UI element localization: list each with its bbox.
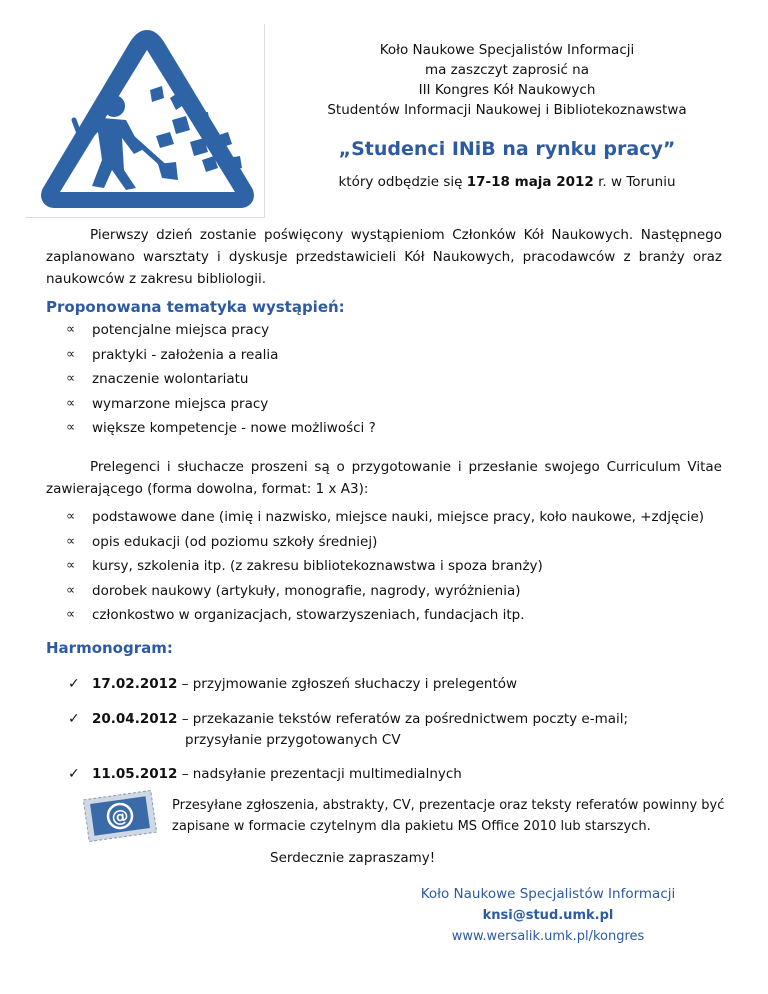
schedule-heading: Harmonogram: [46,639,173,657]
list-item: ∝ dorobek naukowy (artykuły, monografie, nagrody, wyróżnienia) [66,579,746,604]
proportional-bullet-icon: ∝ [66,607,76,622]
congress-name: III Kongres Kół Naukowych [418,82,596,98]
checkmark-icon: ✓ [68,766,80,782]
cv-requirements-list [66,505,746,628]
list-item: ∝ większe kompetencje - nowe możliwości ? [66,416,666,441]
invitation-line: ma zaszczyt zaprosić na [424,62,590,78]
proportional-bullet-icon: ∝ [66,371,76,386]
proportional-bullet-icon: ∝ [66,322,76,337]
topics-heading: Proponowana tematyka wystąpień: [46,298,345,316]
cv-intro-paragraph: Prelegenci i słuchacze proszeni są o przygotowanie i przesłanie swojego Curriculum Vitae zawierającego (forma dowolna, format: 1 x A3): [46,459,722,497]
proportional-bullet-icon: ∝ [66,346,76,362]
list-item: ∝ wymarzone miejsca pracy [66,392,666,417]
signature-block [360,884,736,947]
topics-list [66,318,666,441]
email-stamp-icon [78,787,162,845]
signature-org: Koło Naukowe Specjalistów Informacji [420,886,676,902]
contact-email-link[interactable]: knsi@stud.umk.pl [482,908,614,923]
proportional-bullet-icon: ∝ [66,582,76,598]
intro-paragraph: Pierwszy dzień zostanie poświęcony wystąpieniom Członków Kół Naukowych. Następnego zaplanowano warsztaty i dyskusje przedstawicieli Kół Naukowych, pracodawców z branży oraz naukowców z zakresu bibliologii. [46,227,722,287]
warning-sign-logo-icon [30,20,265,218]
list-item: ∝ potencjalne miejsca pracy [66,318,666,343]
schedule-item: ✓ 11.05.2012 – nadsyłanie prezentacji multimedialnych [68,764,748,785]
proportional-bullet-icon: ∝ [66,395,76,411]
list-item: ∝ kursy, szkolenia itp. (z zakresu bibliotekoznawstwa i spoza branży) [66,554,746,579]
schedule-date: 20.04.2012 [92,711,178,727]
event-title: „Studenci INiB na rynku pracy” [338,138,676,160]
event-date-line [268,174,746,190]
checkmark-icon: ✓ [68,711,80,727]
list-item: ∝ podstawowe dane (imię i nazwisko, miejsce nauki, miejsce pracy, koło naukowe, +zdjęcie) [66,505,746,530]
proportional-bullet-icon: ∝ [66,509,76,524]
proportional-bullet-icon: ∝ [66,533,76,549]
list-item: ∝ opis edukacji (od poziomu szkoły średniej) [66,530,746,555]
list-item: ∝ członkostwo w organizacjach, stowarzyszeniach, fundacjach itp. [66,603,746,628]
invitation-header [268,40,746,120]
list-item: ∝ praktyki - założenia a realia [66,343,666,368]
list-item: ∝ znaczenie wolontariatu [66,367,666,392]
date-suffix: r. w Toruniu [593,174,676,190]
congress-participants: Studentów Informacji Naukowej i Bibliotekoznawstwa [327,102,687,118]
closing-greeting: Serdecznie zapraszamy! [270,850,436,866]
schedule-item: ✓ 17.02.2012 – przyjmowanie zgłoszeń słuchaczy i prelegentów [68,674,748,695]
event-date: 17-18 maja 2012 [466,174,594,190]
schedule-date: 11.05.2012 [92,766,178,782]
date-prefix: który odbędzie się [338,174,467,190]
svg-text:@: @ [110,805,130,829]
proportional-bullet-icon: ∝ [66,558,76,573]
format-note: Przesyłane zgłoszenia, abstrakty, CV, prezentacje oraz teksty referatów powinny być zapisane w formacie czytelnym dla pakietu MS Office 2010 lub starszych. [172,798,725,834]
website-link[interactable]: www.wersalik.umk.pl/kongres [451,929,645,944]
schedule-item: ✓ 20.04.2012 – przekazanie tekstów referatów za pośrednictwem poczty e-mail; przysyłanie przygotowanych CV [68,711,629,748]
schedule-date: 17.02.2012 [92,676,178,692]
checkmark-icon: ✓ [68,676,80,692]
org-name: Koło Naukowe Specjalistów Informacji [379,42,635,58]
proportional-bullet-icon: ∝ [66,420,76,435]
